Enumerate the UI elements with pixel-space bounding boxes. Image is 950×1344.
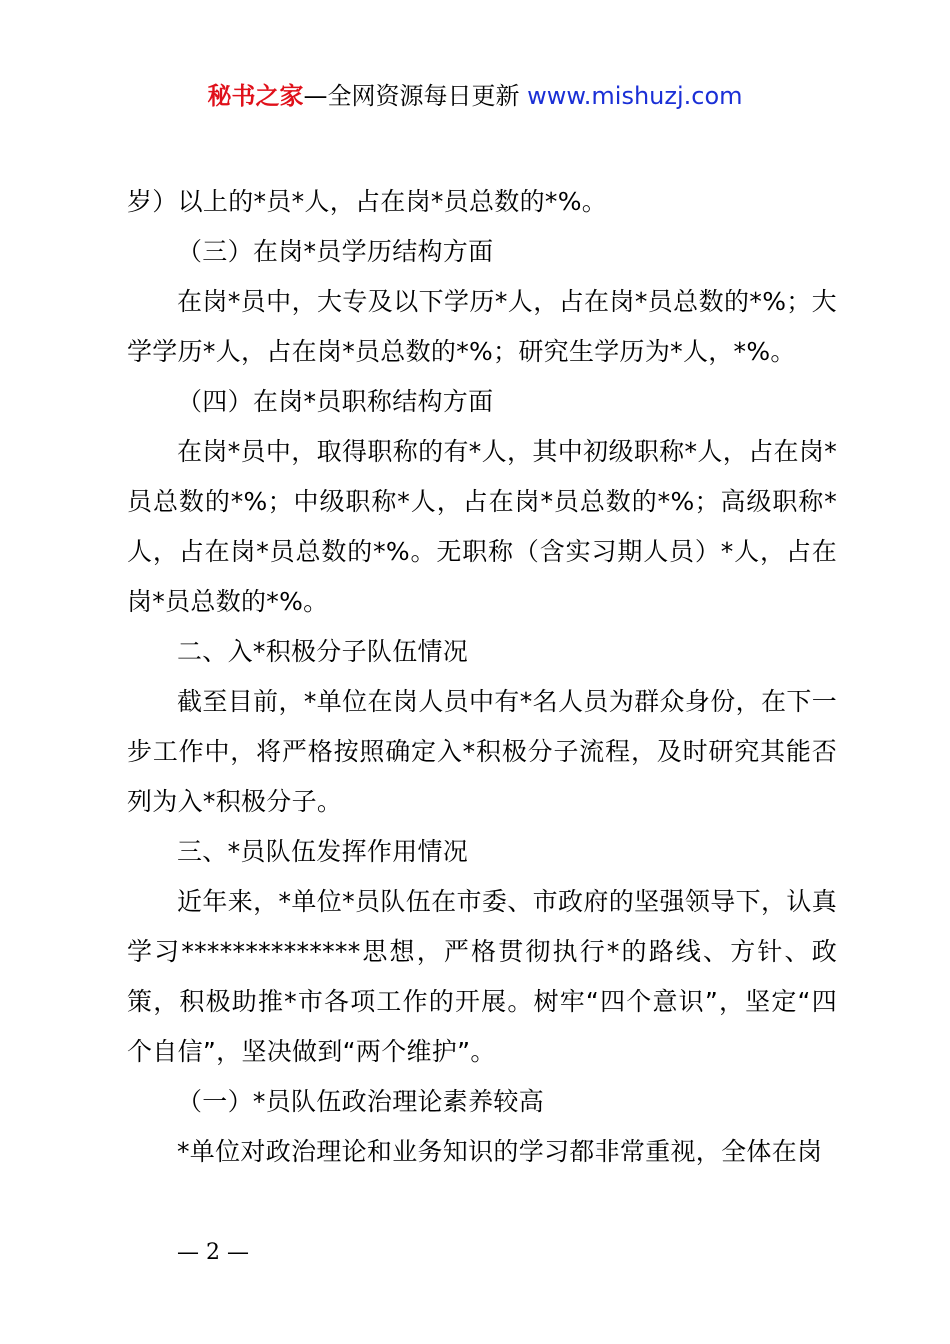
section-heading: （一）*员队伍政治理论素养较高	[177, 1087, 545, 1116]
paragraph: 截至目前，*单位在岗人员中有*名人员为群众身份，在下一步工作中，将严格按照确定入*积极分子流程，及时研究其能否列为入*积极分子。	[127, 687, 837, 816]
paragraph: 在岗*员中，大专及以下学历*人，占在岗*员总数的*%；大学学历*人，占在岗*员总数的*%；研究生学历为*人，*%。	[127, 287, 837, 366]
brand-name: 秘书之家	[207, 82, 304, 110]
section-heading: （四）在岗*员职称结构方面	[177, 387, 494, 416]
paragraph: 在岗*员中，取得职称的有*人，其中初级职称*人，占在岗*员总数的*%；中级职称*人，占在岗*员总数的*%；高级职称*人，占在岗*员总数的*%。无职称（含实习期人员）*人，占在岗*员总数的*%。	[127, 437, 837, 616]
paragraph: 近年来，*单位*员队伍在市委、市政府的坚强领导下，认真学习**************思想，严格贯彻执行*的路线、方针、政策，积极助推*市各项工作的开展。树牢“四个意识”，坚定“四个自信”，坚决做到“两个维护”。	[127, 887, 837, 1066]
site-url-link[interactable]: www.mishuzj.com	[527, 82, 743, 110]
page-number: — 2 —	[177, 1240, 249, 1265]
paragraph-continuation: 岁）以上的*员*人，占在岗*员总数的*%。	[127, 187, 608, 216]
section-heading: （三）在岗*员学历结构方面	[177, 237, 494, 266]
site-header	[0, 78, 950, 114]
paragraph: *单位对政治理论和业务知识的学习都非常重视，全体在岗	[177, 1137, 823, 1166]
section-heading: 三、*员队伍发挥作用情况	[177, 837, 469, 866]
section-heading: 二、入*积极分子队伍情况	[177, 637, 469, 666]
document-body	[127, 177, 837, 1177]
header-tagline: —全网资源每日更新	[303, 82, 528, 110]
